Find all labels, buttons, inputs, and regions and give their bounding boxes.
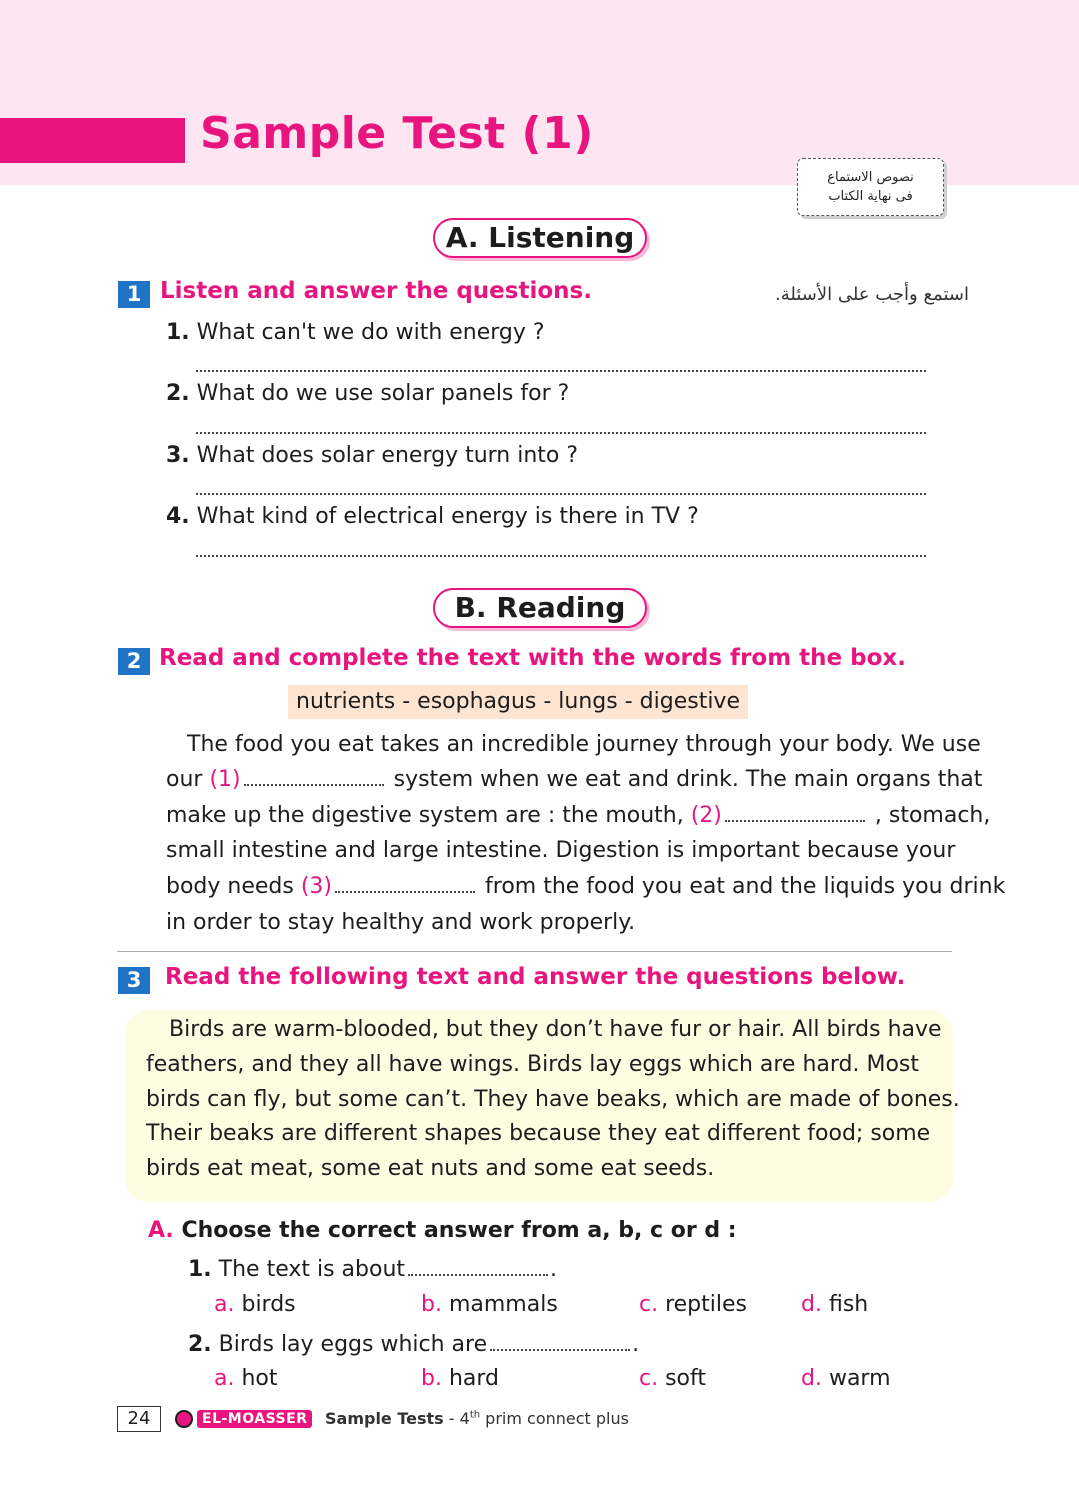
passage-line-5: birds eat meat, some eat nuts and some eat seeds. <box>146 1156 715 1181</box>
blank-1-label: (1) <box>209 767 241 792</box>
blank-2[interactable] <box>725 804 865 822</box>
exercise-3-badge: 3 <box>118 967 150 994</box>
q1-option-b[interactable]: b. mammals <box>421 1292 558 1317</box>
q2-option-a[interactable]: a. hot <box>214 1366 278 1391</box>
answer-line-3[interactable] <box>196 493 926 495</box>
footer-book-title: Sample Tests - 4th prim connect plus <box>325 1409 629 1428</box>
listening-question-3: 3. What does solar energy turn into ? <box>166 443 579 468</box>
mcq-blank-2[interactable] <box>490 1333 630 1351</box>
mcq-question-2: 2. Birds lay eggs which are . <box>188 1332 640 1357</box>
q2-option-b[interactable]: b. hard <box>421 1366 500 1391</box>
listening-question-2: 2. What do we use solar panels for ? <box>166 381 570 406</box>
passage-line-3: birds can fly, but some can’t. They have beaks, which are made of bones. <box>146 1087 960 1112</box>
section-divider <box>117 951 952 952</box>
q1-option-c[interactable]: c. reptiles <box>639 1292 747 1317</box>
passage-line-1: Birds are warm-blooded, but they don’t have fur or hair. All birds have <box>169 1017 942 1042</box>
mcq-question-1: 1. The text is about . <box>188 1257 558 1282</box>
q1-option-d[interactable]: d. fish <box>801 1292 869 1317</box>
listening-question-4: 4. What kind of electrical energy is there in TV ? <box>166 504 699 529</box>
blank-1[interactable] <box>244 768 384 786</box>
part-a-heading: A. Choose the correct answer from a, b, c or d : <box>148 1218 737 1243</box>
blank-3[interactable] <box>335 875 475 893</box>
listening-heading: A. Listening <box>433 218 647 258</box>
logo-text: EL-MOASSER <box>197 1410 312 1428</box>
blank-3-label: (3) <box>300 874 333 899</box>
exercise-1-instruction: Listen and answer the questions. <box>160 278 592 304</box>
q2-option-d[interactable]: d. warm <box>801 1366 891 1391</box>
answer-line-4[interactable] <box>196 555 926 557</box>
word-box: nutrients - esophagus - lungs - digestive <box>288 685 748 719</box>
exercise-1-badge: 1 <box>118 281 150 308</box>
audio-note-line-1: نصوص الاستماع <box>827 170 914 185</box>
blank-2-label: (2) <box>690 803 722 828</box>
passage-line-4: Their beaks are different shapes because they eat different food; some <box>146 1121 931 1146</box>
publisher-logo <box>175 1408 312 1430</box>
page-title: Sample Test (1) <box>200 108 594 159</box>
text-line-1: The food you eat takes an incredible journey through your body. We use <box>187 732 981 757</box>
q1-option-a[interactable]: a. birds <box>214 1292 296 1317</box>
mcq-blank-1[interactable] <box>408 1258 548 1276</box>
audio-note-line-2: فى نهاية الكتاب <box>828 189 913 204</box>
text-line-4: small intestine and large intestine. Digestion is important because your <box>166 838 956 863</box>
exercise-2-badge: 2 <box>118 648 150 675</box>
logo-icon <box>175 1410 193 1428</box>
text-line-6: in order to stay healthy and work properly. <box>166 910 636 935</box>
audio-note <box>797 158 944 216</box>
listening-question-1: 1. What can't we do with energy ? <box>166 320 545 345</box>
text-line-5: body needs (3) from the food you eat and the liquids you drink <box>166 874 1006 899</box>
text-line-3: make up the digestive system are : the mouth, (2) , stomach, <box>166 803 991 828</box>
page-number: 24 <box>117 1406 161 1432</box>
answer-line-2[interactable] <box>196 432 926 434</box>
answer-line-1[interactable] <box>196 370 926 372</box>
exercise-3-instruction: Read the following text and answer the questions below. <box>165 964 906 990</box>
text-line-2: our (1) system when we eat and drink. The main organs that <box>166 767 983 792</box>
reading-heading: B. Reading <box>433 588 647 628</box>
q2-option-c[interactable]: c. soft <box>639 1366 706 1391</box>
passage-line-2: feathers, and they all have wings. Birds lay eggs which are hard. Most <box>146 1052 920 1077</box>
title-accent-bar <box>0 118 185 163</box>
exercise-1-arabic-instruction: استمع وأجب على الأسئلة. <box>775 284 969 305</box>
exercise-2-instruction: Read and complete the text with the words from the box. <box>159 645 906 671</box>
